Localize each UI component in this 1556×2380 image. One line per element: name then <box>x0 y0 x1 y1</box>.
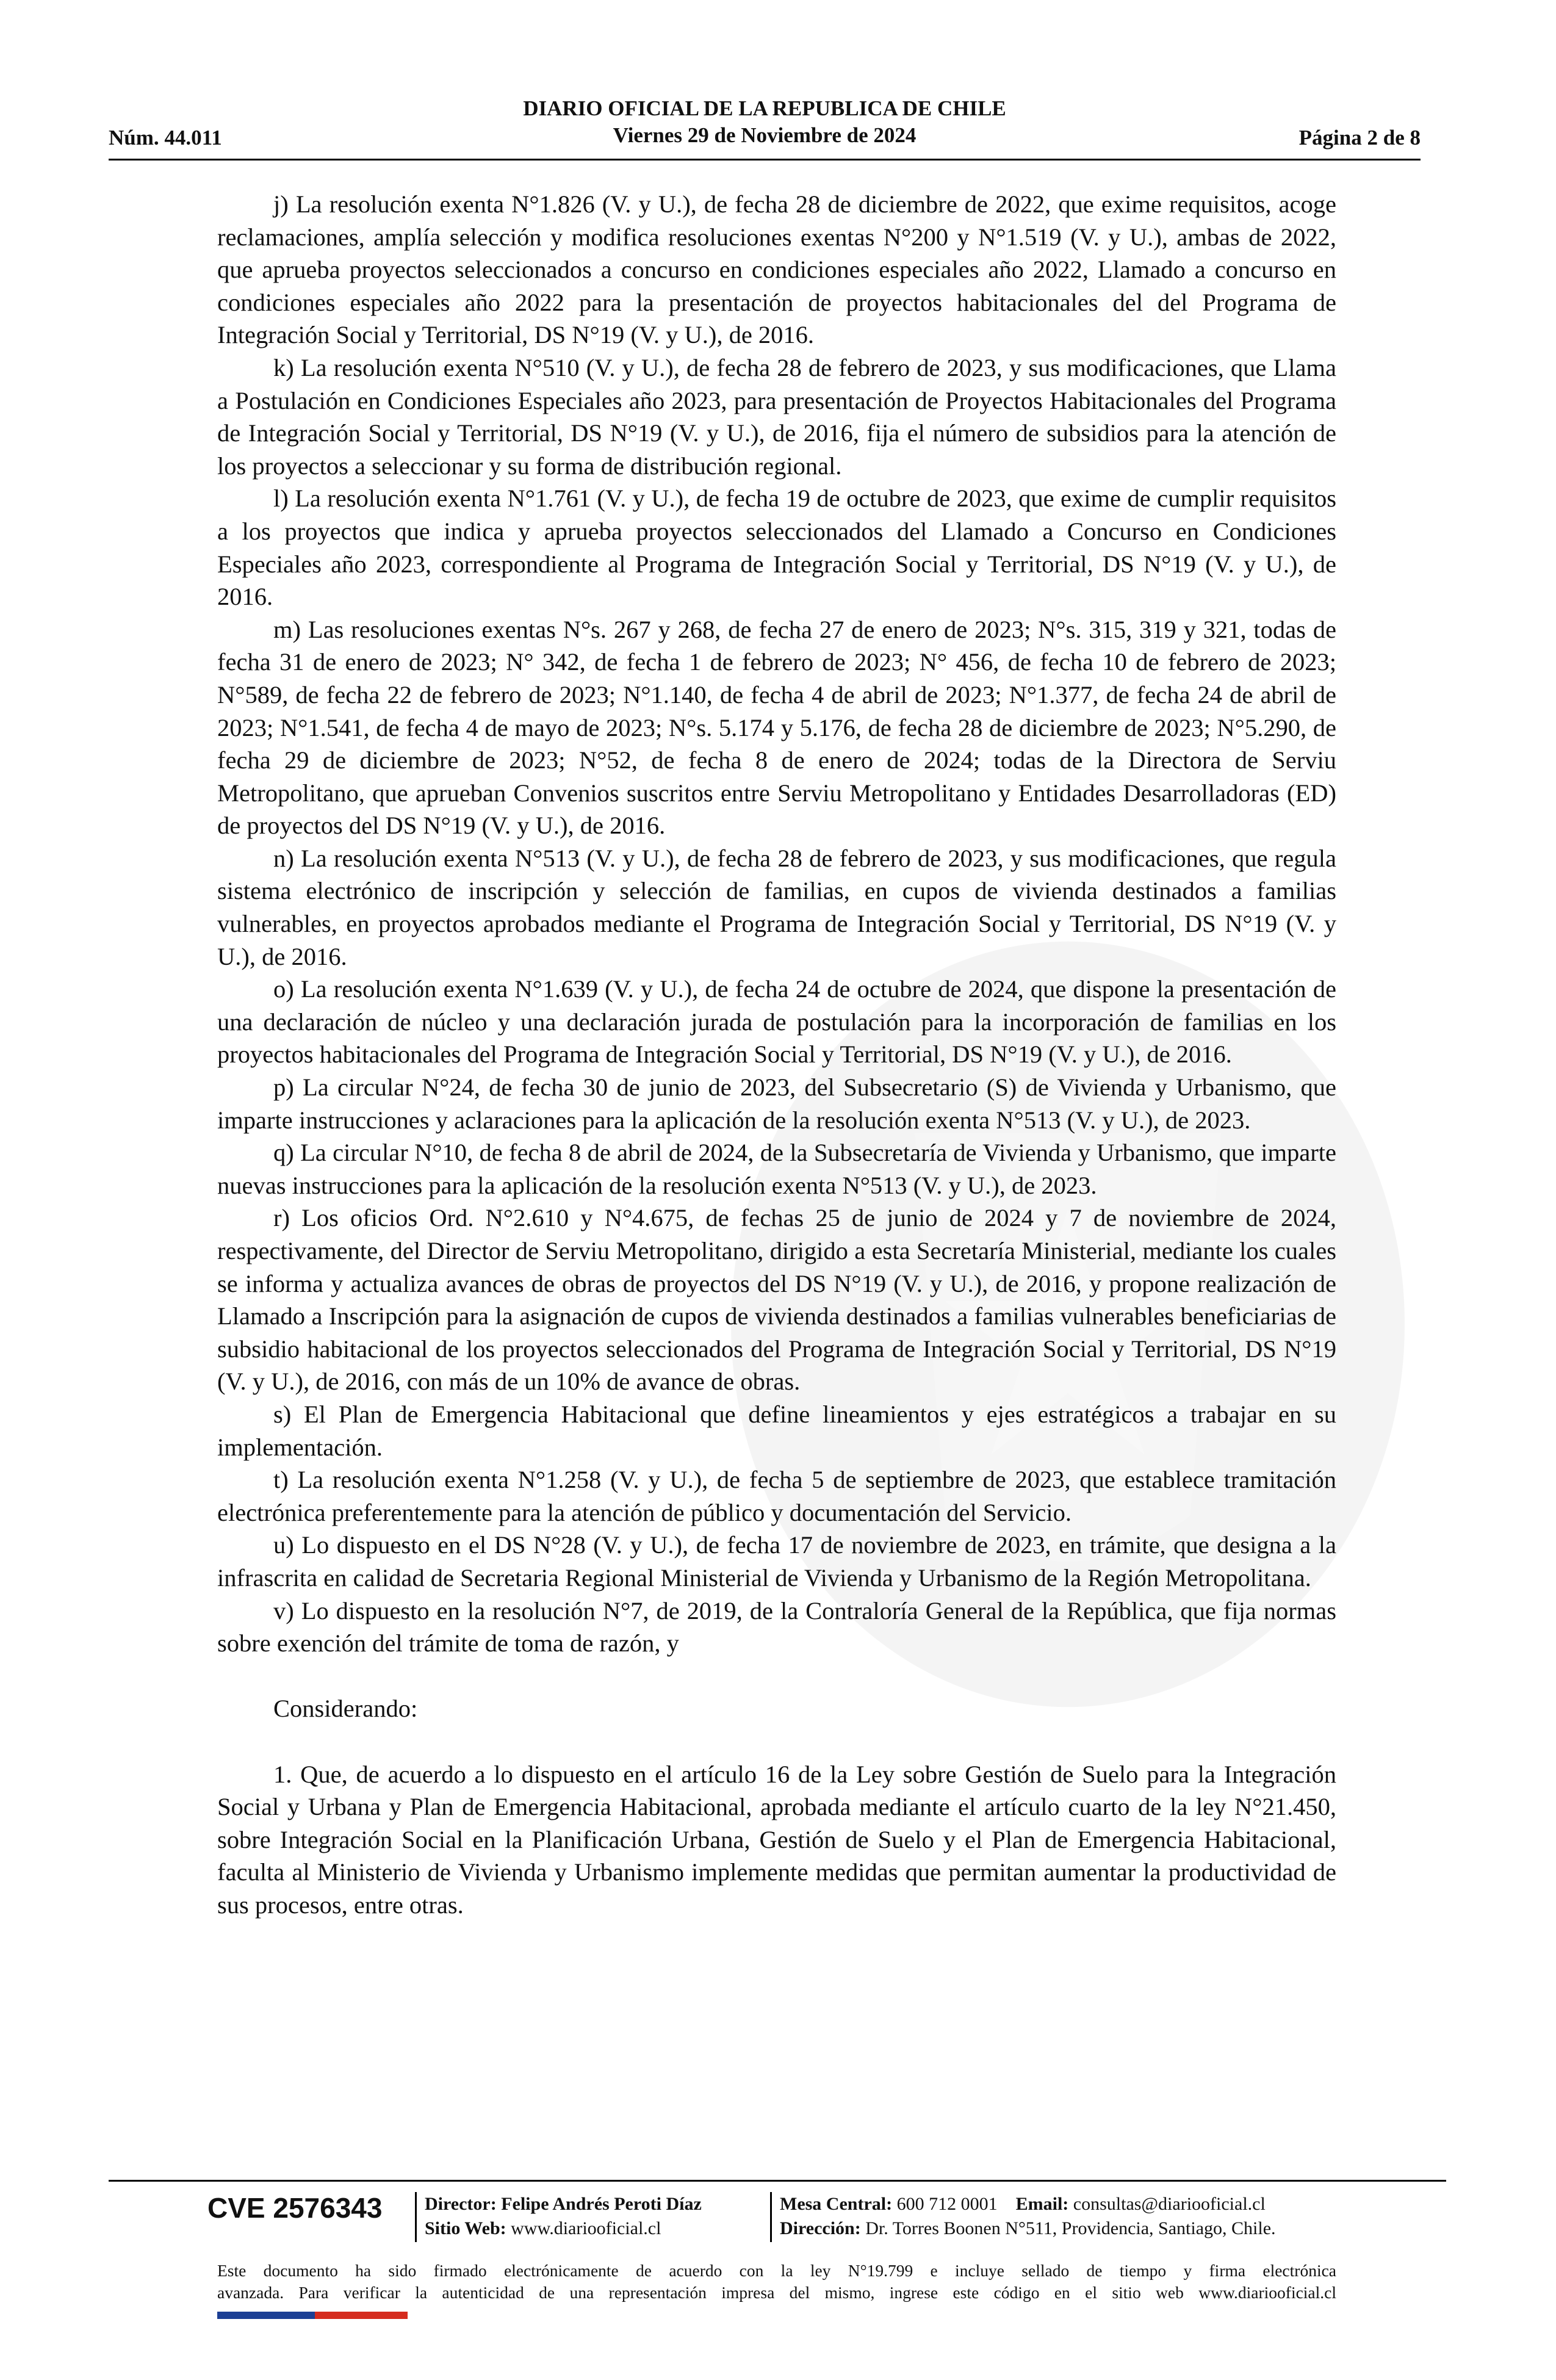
flag-stripe-blue <box>217 2312 315 2319</box>
paragraph-k: k) La resolución exenta N°510 (V. y U.), de fecha 28 de febrero de 2023, y sus modificaciones, que Llama a Postulación en Condiciones Especiales año 2023, para presentación de Proyectos Habitacionales del Programa de Integración Social y Territorial, DS N°19 (V. y U.), de 2016, fija el número de subsidios para la atención de los proyectos a seleccionar y su forma de distribución regional. <box>217 353 1336 480</box>
footer-separator-2 <box>770 2192 772 2242</box>
considerando-heading: Considerando: <box>273 1695 418 1723</box>
paragraph-n: n) La resolución exenta N°513 (V. y U.), de fecha 28 de febrero de 2023, y sus modificaciones, que regula sistema electrónico de inscripción y selección de familias, en cupos de vivienda destinados a familias vulnerables, en proyectos aprobados mediante el Programa de Integración Social y Territorial, DS N°19 (V. y U.), de 2016. <box>217 844 1336 970</box>
legal-notice <box>217 2260 1336 2304</box>
address-text: Dr. Torres Boonen N°511, Providencia, Santiago, Chile. <box>865 2218 1276 2238</box>
footer-divider <box>109 2180 1446 2182</box>
footer-director-block <box>425 2192 702 2241</box>
legal-notice-line-2: avanzada. Para verificar la autenticidad de una representación impresa del mismo, ingrese este código en el sitio web www.diariooficial.cl <box>217 2283 1336 2302</box>
paragraph-u: u) Lo dispuesto en el DS N°28 (V. y U.), de fecha 17 de noviembre de 2023, en trámite, que designa a la infrascrita en calidad de Secretaria Regional Ministerial de Vivienda y Urbanismo de la Región Metropolitana. <box>217 1531 1336 1592</box>
publication-date: Viernes 29 de Noviembre de 2024 <box>613 123 917 147</box>
paragraph-j: j) La resolución exenta N°1.826 (V. y U.), de fecha 28 de diciembre de 2022, que exime requisitos, acoge reclamaciones, amplía selección y modifica resoluciones exentas N°200 y N°1.519 (V. y U.), ambas de 2022, que aprueba proyectos seleccionados a concurso en condiciones especiales año 2022, Llamado a concurso en condiciones especiales año 2022 para la presentación de proyectos habitacionales del del Programa de Integración Social y Territorial, DS N°19 (V. y U.), de 2016. <box>217 190 1336 349</box>
director-label: Director: <box>425 2194 497 2214</box>
document-body <box>217 188 1336 1921</box>
issue-number: Núm. 44.011 <box>109 126 222 150</box>
footer-separator-1 <box>415 2192 417 2242</box>
page-number: Página 2 de 8 <box>1298 126 1421 150</box>
paragraph-m: m) Las resoluciones exentas N°s. 267 y 268, de fecha 27 de enero de 2023; N°s. 315, 319 y 321, todas de fecha 31 de enero de 2023; N° 342, de fecha 1 de febrero de 2023; N° 456, de fecha 10 de febrero de 2023; N°589, de fecha 22 de febrero de 2023; N°1.140, de fecha 4 de abril de 2023; N°1.377, de fecha 24 de abril de 2023; N°1.541, de fecha 4 de mayo de 2023; N°s. 5.174 y 5.176, de fecha 28 de diciembre de 2023; N°5.290, de fecha 29 de diciembre de 2023; N°52, de fecha 8 de enero de 2024; todas de la Directora de Serviu Metropolitano, que aprueban Convenios suscritos entre Serviu Metropolitano y Entidades Desarrolladoras (ED) de proyectos del DS N°19 (V. y U.), de 2016. <box>217 615 1336 840</box>
website-link[interactable]: www.diariooficial.cl <box>511 2218 661 2238</box>
paragraph-v: v) Lo dispuesto en la resolución N°7, de 2019, de la Contraloría General de la República, que fija normas sobre exención del trámite de toma de razón, y <box>217 1596 1336 1657</box>
footer-contact-block <box>780 2192 1276 2241</box>
phone-label: Mesa Central: <box>780 2194 893 2214</box>
email-link[interactable]: consultas@diariooficial.cl <box>1073 2194 1266 2214</box>
website-label: Sitio Web: <box>425 2218 506 2238</box>
considerando-paragraph-1: 1. Que, de acuerdo a lo dispuesto en el artículo 16 de la Ley sobre Gestión de Suelo para la Integración Social y Urbana y Plan de Emergencia Habitacional, aprobada mediante el artículo cuarto de la ley N°21.450, sobre Integración Social en la Planificación Urbana, Gestión de Suelo y el Plan de Emergencia Habitacional, faculta al Ministerio de Vivienda y Urbanismo implemente medidas que permitan aumentar la productividad de sus procesos, entre otras. <box>217 1760 1336 1919</box>
paragraph-s: s) El Plan de Emergencia Habitacional que define lineamientos y ejes estratégicos a trabajar en su implementación. <box>217 1400 1336 1461</box>
email-label: Email: <box>1015 2194 1069 2214</box>
director-name: Felipe Andrés Peroti Díaz <box>501 2194 702 2214</box>
paragraph-p: p) La circular N°24, de fecha 30 de junio de 2023, del Subsecretario (S) de Vivienda y Urbanismo, que imparte instrucciones y aclaraciones para la aplicación de la resolución exenta N°513 (V. y U.), de 2023. <box>217 1073 1336 1134</box>
address-label: Dirección: <box>780 2218 861 2238</box>
paragraph-t: t) La resolución exenta N°1.258 (V. y U.), de fecha 5 de septiembre de 2023, que establece tramitación electrónica preferentemente para la atención de público y documentación del Servicio. <box>217 1466 1336 1526</box>
paragraph-l: l) La resolución exenta N°1.761 (V. y U.), de fecha 19 de octubre de 2023, que exime de cumplir requisitos a los proyectos que indica y aprueba proyectos seleccionados del Llamado a Concurso en Condiciones Especiales año 2023, correspondiente al Programa de Integración Social y Territorial, DS N°19 (V. y U.), de 2016. <box>217 485 1336 611</box>
publication-block <box>109 95 1421 149</box>
page-header <box>109 92 1421 160</box>
phone-number: 600 712 0001 <box>896 2194 998 2214</box>
paragraph-r: r) Los oficios Ord. N°2.610 y N°4.675, de fechas 25 de junio de 2024 y 7 de noviembre de 2024, respectivamente, del Director de Serviu Metropolitano, dirigido a esta Secretaría Ministerial, mediante los cuales se informa y actualiza avances de obras de proyectos del DS N°19 (V. y U.), de 2016, y propone realización de Llamado a Inscripción para la asignación de cupos de vivienda destinados a familias vulnerables beneficiarias de subsidio habitacional de los proyectos seleccionados del Programa de Integración Social y Territorial, DS N°19 (V. y U.), de 2016, con más de un 10% de avance de obras. <box>217 1204 1336 1396</box>
publication-title: DIARIO OFICIAL DE LA REPUBLICA DE CHILE <box>523 96 1006 120</box>
paragraph-o: o) La resolución exenta N°1.639 (V. y U.), de fecha 24 de octubre de 2024, que dispone la presentación de una declaración de núcleo y una declaración jurada de postulación para la incorporación de familias en los proyectos habitacionales del Programa de Integración Social y Territorial, DS N°19 (V. y U.), de 2016. <box>217 975 1336 1069</box>
cve-code: CVE 2576343 <box>207 2192 383 2224</box>
paragraph-q: q) La circular N°10, de fecha 8 de abril de 2024, de la Subsecretaría de Vivienda y Urbanismo, que imparte nuevas instrucciones para la aplicación de la resolución exenta N°513 (V. y U.), de 2023. <box>217 1139 1336 1199</box>
flag-stripe-red <box>315 2312 408 2319</box>
legal-notice-line-1: Este documento ha sido firmado electrónicamente de acuerdo con la ley N°19.799 e incluye sellado de tiempo y firma electrónica <box>217 2261 1336 2280</box>
